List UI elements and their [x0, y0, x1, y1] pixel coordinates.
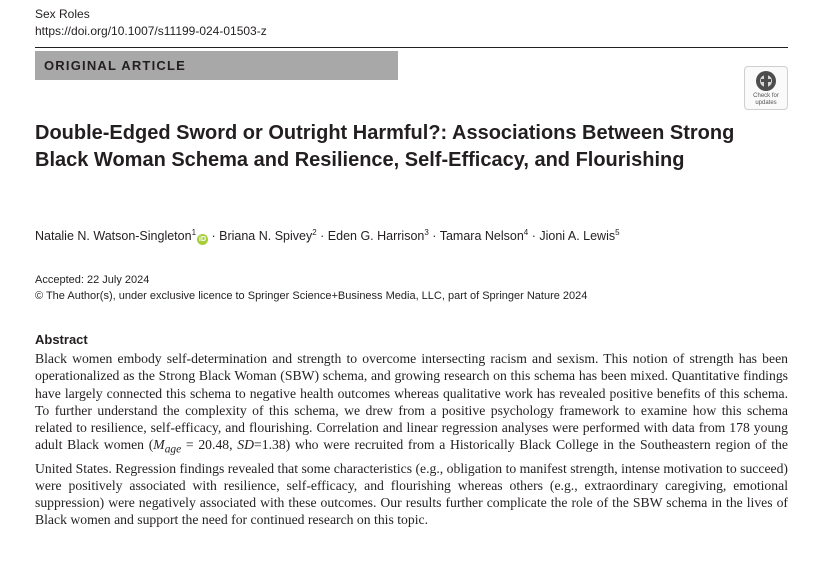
affiliation-marker: 2 [312, 228, 317, 237]
author-name[interactable]: Eden G. Harrison [327, 229, 425, 243]
crossmark-label-line2: updates [755, 99, 777, 106]
check-for-updates-button[interactable] [744, 66, 788, 110]
author-separator: · [316, 229, 328, 243]
crossmark-icon [755, 70, 777, 92]
author-separator: · [208, 229, 220, 243]
affiliation-marker: 5 [615, 228, 620, 237]
header-rule [35, 47, 788, 48]
sd-symbol: SD [237, 437, 254, 453]
author-separator: · [428, 229, 440, 243]
author-separator: · [528, 229, 540, 243]
abstract-text [35, 350, 788, 529]
affiliation-marker: 3 [424, 228, 429, 237]
accepted-date: Accepted: 22 July 2024 [35, 274, 150, 286]
affiliation-marker: 4 [523, 228, 529, 237]
author-name[interactable]: Jioni A. Lewis [539, 229, 616, 243]
crossmark-label-line1: Check for [753, 93, 779, 99]
article-title: Double-Edged Sword or Outright Harmful?: Associations Between Strong Black Woman Schema and Resilience, Self-Efficacy, and Flourishing [35, 122, 735, 171]
affiliation-marker: 1 [191, 228, 197, 237]
author-name[interactable]: Tamara Nelson [439, 229, 524, 243]
author-list [35, 225, 795, 245]
journal-name: Sex Roles [35, 7, 90, 21]
abstract-part-2: = 20.48, [181, 437, 238, 453]
doi-link[interactable]: https://doi.org/10.1007/s11199-024-01503-z [35, 24, 267, 38]
author-name[interactable]: Briana N. Spivey [219, 229, 313, 243]
abstract-part-3: =1.38) who were recruited from a Historically Black College in the Southeastern region of the United States. Regression findings revealed that some characteristics (e.g., obligation to manifest strength, intense motivation to succeed) were positively associated with resilience, self-efficacy, and flourishing whereas others (e.g., extraordinary caregiving, emotional suppression) were negatively associated with these outcomes. Our results further complicate the role of the SBW schema in the lives of Black women and support the need for continued research on this topic. [35, 437, 788, 528]
abstract-heading: Abstract [35, 332, 88, 347]
copyright-notice: © The Author(s), under exclusive licence to Springer Science+Business Media, LLC, part of Springer Nature 2024 [35, 290, 588, 302]
article-type-banner: ORIGINAL ARTICLE [35, 51, 398, 80]
mean-age-subscript: age [164, 444, 182, 457]
orcid-icon[interactable]: iD [199, 236, 207, 243]
author-name[interactable]: Natalie N. Watson-Singleton [35, 229, 192, 243]
abstract-part-1: Black women embody self-determination and strength to overcome intersecting racism and sexism. This notion of strength has been operationalized as the Strong Black Woman (SBW) schema, and growing research on this schema has been mixed. Quantitative findings have largely connected this schema to negative health outcomes whereas qualitative work has revealed positive benefits of this schema. To further understand the complexity of this schema, we drew from a positive psychology framework to examine how this schema related to resilience, self-efficacy, and flourishing. Correlation and linear regression analyses were performed with data from 178 young adult Black women ( [35, 351, 788, 453]
mean-age-symbol: M [153, 437, 165, 453]
